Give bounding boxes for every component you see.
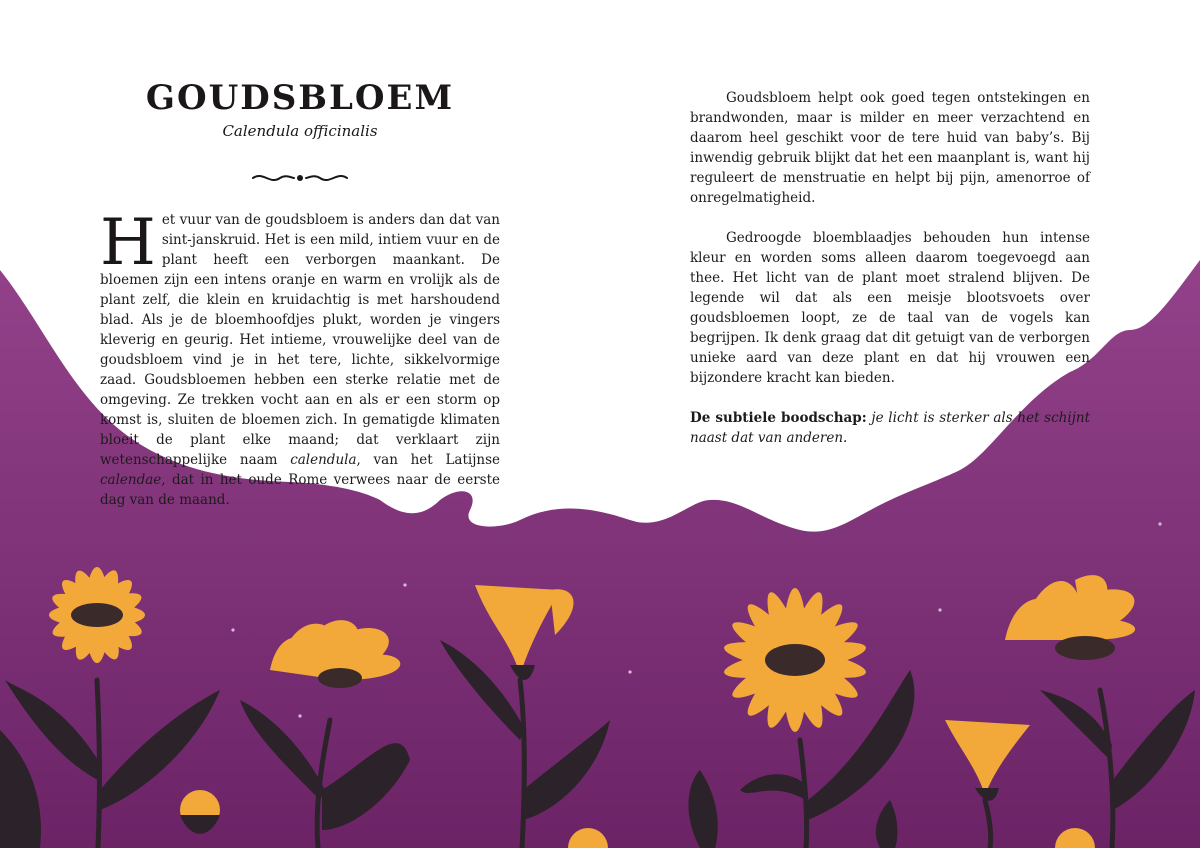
paragraph: Gedroogde bloemblaadjes behouden hun intense kleur en worden soms alleen daarom toegevoegd aan thee. Het licht van de plant moet stralend blijven. De legende wil dat als een meisje blootsvoets over goudsbloemen loopt, ze de taal van de vogels kan begrijpen. Ik denk graag dat dit getuigt van de verborgen unieke aard van deze plant en dat hij vrouwen een bijzondere kracht kan bieden.	[690, 230, 1090, 386]
page-title: GOUDSBLOEM	[145, 78, 455, 118]
message-label: De subtiele boodschap:	[690, 410, 867, 426]
latin-name: Calendula officinalis	[222, 122, 378, 140]
star-dot	[938, 608, 941, 611]
left-column-text	[100, 206, 500, 510]
drop-cap: H	[100, 206, 156, 280]
star-dot	[1158, 522, 1161, 525]
italic-term: calendae	[100, 472, 162, 488]
star-dot	[231, 628, 234, 631]
italic-term: calendula	[290, 452, 357, 468]
star-dot	[628, 670, 631, 673]
paragraph-text: , dat in het oude Rome verwees naar de eerste dag van de maand.	[100, 472, 500, 508]
paragraph-text: et vuur van de goudsbloem is anders dan dat van sint-janskruid. Het is een mild, intiem vuur en de plant heeft een verborgen maankant. De bloemen zijn een intens oranje en warm en vrolijk als de plant zelf, die klein en kruidachtig is met harshoudend blad. Als je de bloemhoofdjes plukt, worden je vingers kleverig en geurig. Het intieme, vrouwelijke deel van de goudsbloem vind je in het tere, lichte, sikkelvormige zaad. Goudsbloemen hebben een sterke relatie met de omgeving. Ze trekken vocht aan en als er een storm op komst is, sluiten de bloemen zich. In gematigde klimaten bloeit de plant elke maand; dat verklaart zijn wetenschappelijke naam	[100, 212, 500, 468]
star-dot	[298, 714, 301, 717]
star-dot	[403, 583, 406, 586]
right-column-text	[690, 88, 1090, 468]
vine-flourish-icon	[248, 167, 352, 189]
paragraph: Goudsbloem helpt ook goed tegen ontstekingen en brandwonden, maar is milder en meer verzachtend en daarom heel geschikt voor de tere huid van baby’s. Bij inwendig gebruik blijkt dat het een maanplant is, want hij reguleert de menstruatie en helpt bij pijn, amenorroe of onregelmatigheid.	[690, 90, 1090, 206]
subtle-message	[690, 408, 1090, 448]
paragraph-text: , van het Latijnse	[356, 452, 500, 468]
message-text: je licht is sterker als het schijnt naast dat van anderen.	[690, 410, 1090, 446]
